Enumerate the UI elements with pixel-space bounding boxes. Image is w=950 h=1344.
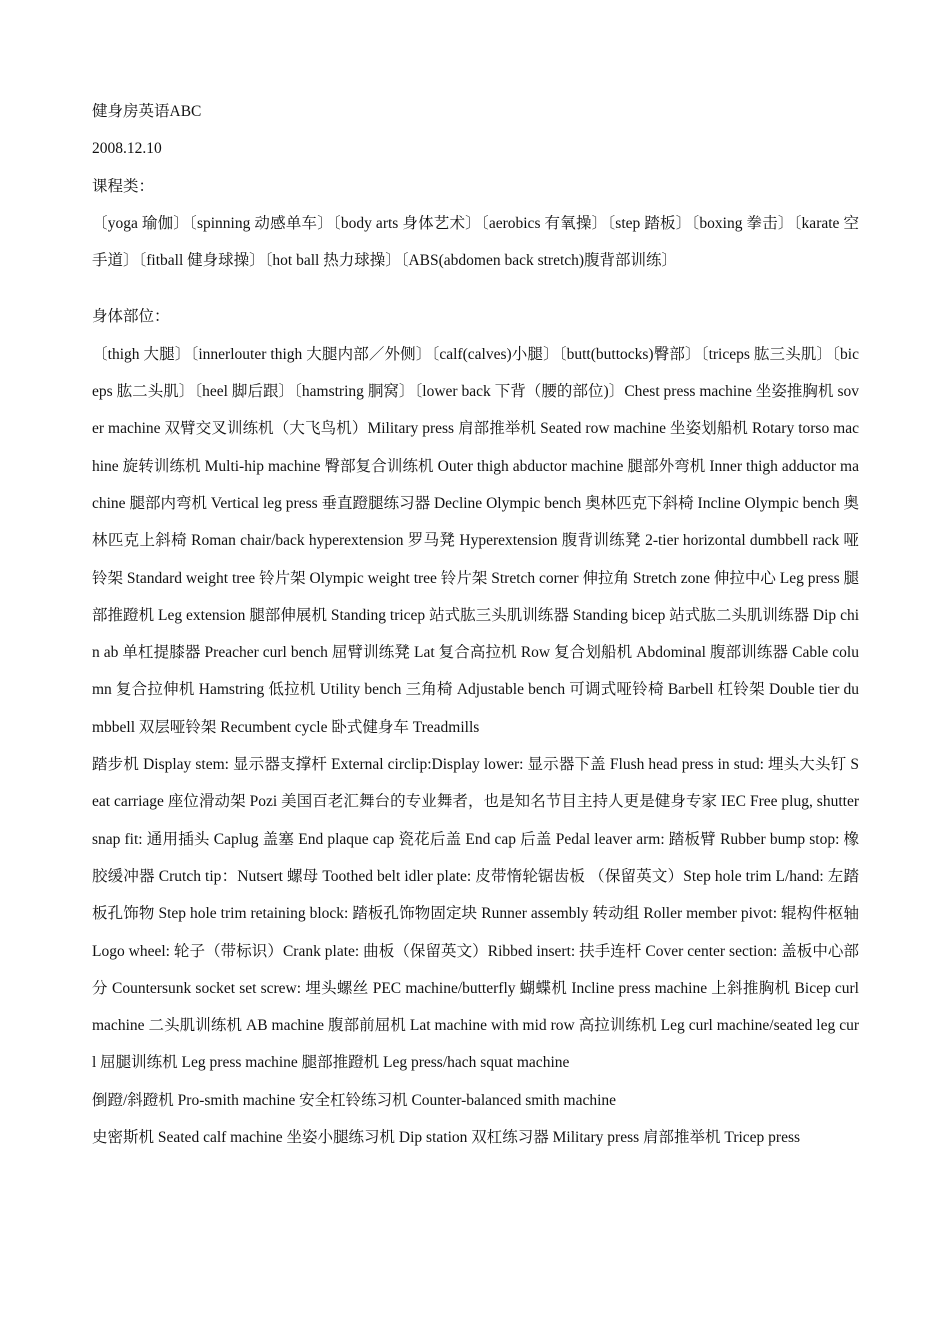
paragraph-spacer: [92, 279, 859, 298]
body-parts-paragraph: 〔thigh 大腿〕〔innerlouter thigh 大腿内部／外侧〕〔calf(calves)小腿〕〔butt(buttocks)臀部〕〔triceps 肱三头肌〕〔biceps 肱二头肌〕〔heel 脚后跟〕〔hamstring 胴窝〕〔lower back 下背（腰的部位)〕Chest press machine 坐姿推胸机 sover machine 双臂交叉训练机（大飞鸟机）Military press 肩部推举机 Seated row machine 坐姿划船机 Rotary torso machine 旋转训练机 Multi-hip machine 臀部复合训练机 Outer thigh abductor machine 腿部外弯机 Inner thigh adductor machine 腿部内弯机 Vertical leg press 垂直蹬腿练习器 Decline Olympic bench 奥林匹克下斜椅 Incline Olympic bench 奥林匹克上斜椅 Roman chair/back hyperextension 罗马凳 Hyperextension 腹背训练凳 2-tier horizontal dumbbell rack 哑铃架 Standard weight tree 铃片架 Olympic weight tree 铃片架 Stretch corner 伸拉角 Stretch zone 伸拉中心 Leg press 腿部推蹬机 Leg extension 腿部伸展机 Standing tricep 站式肱三头肌训练器 Standing bicep 站式肱二头肌训练器 Dip chin ab 单杠提膝器 Preacher curl bench 屈臂训练凳 Lat 复合高拉机 Row 复合划船机 Abdominal 腹部训练器 Cable column 复合拉伸机 Hamstring 低拉机 Utility bench 三角椅 Adjustable bench 可调式哑铃椅 Barbell 杠铃架 Double tier dumbbell 双层哑铃架 Recumbent cycle 卧式健身车 Treadmills: [92, 345, 859, 736]
stepper-paragraph: 踏步机 Display stem: 显示器支撑杆 External circlip:Display lower: 显示器下盖 Flush head press in stud: 埋头大头钉 Seat carriage 座位滑动架 Pozi 美国百老汇舞台的专业舞者，也是知名节目主持人更是健身专家 IEC Free plug, shutter snap fit: 通用插头 Caplug 盖塞 End plaque cap 瓷花后盖 End cap 后盖 Pedal leaver arm: 踏板臂 Rubber bump stop: 橡胶缓冲器 Crutch tip：Nutsert 螺母 Toothed belt idler plate: 皮带惰轮锯齿板 （保留英文）Step hole trim L/hand: 左踏板孔饰物 Step hole trim retaining block: 踏板孔饰物固定块 Runner assembly 转动组 Roller member pivot: 辊构件枢轴 Logo wheel: 轮子（带标识）Crank plate: 曲板（保留英文）Ribbed insert: 扶手连杆 Cover center section: 盖板中心部分 Countersunk socket set screw: 埋头螺丝 PEC machine/butterfly 蝴蝶机 Incline press machine 上斜推胸机 Bicep curl machine 二头肌训练机 AB machine 腹部前屈机 Lat machine with mid row 高拉训练机 Leg curl machine/seated leg curl 屈腿训练机 Leg press machine 腿部推蹬机 Leg press/hach squat machine: [92, 756, 859, 1072]
body-parts-heading: 身体部位：: [92, 308, 170, 326]
document-title: 健身房英语ABC: [92, 103, 202, 120]
courses-heading: 课程类：: [92, 177, 155, 195]
courses-paragraph: 〔yoga 瑜伽〕〔spinning 动感单车〕〔body arts 身体艺术〕〔aerobics 有氧操〕〔step 踏板〕〔boxing 拳击〕〔karate 空手道〕〔fitball 健身球操〕〔hot ball 热力球操〕〔ABS(abdomen back stretch)腹背部训练〕: [92, 214, 859, 270]
document-page: [92, 93, 859, 1156]
document-date: 2008.12.10: [92, 140, 162, 158]
hack-squat-paragraph: 倒蹬/斜蹬机 Pro-smith machine 安全杠铃练习机 Counter-balanced smith machine: [92, 1091, 617, 1109]
smith-paragraph: 史密斯机 Seated calf machine 坐姿小腿练习机 Dip station 双杠练习器 Military press 肩部推举机 Tricep press: [92, 1129, 801, 1147]
